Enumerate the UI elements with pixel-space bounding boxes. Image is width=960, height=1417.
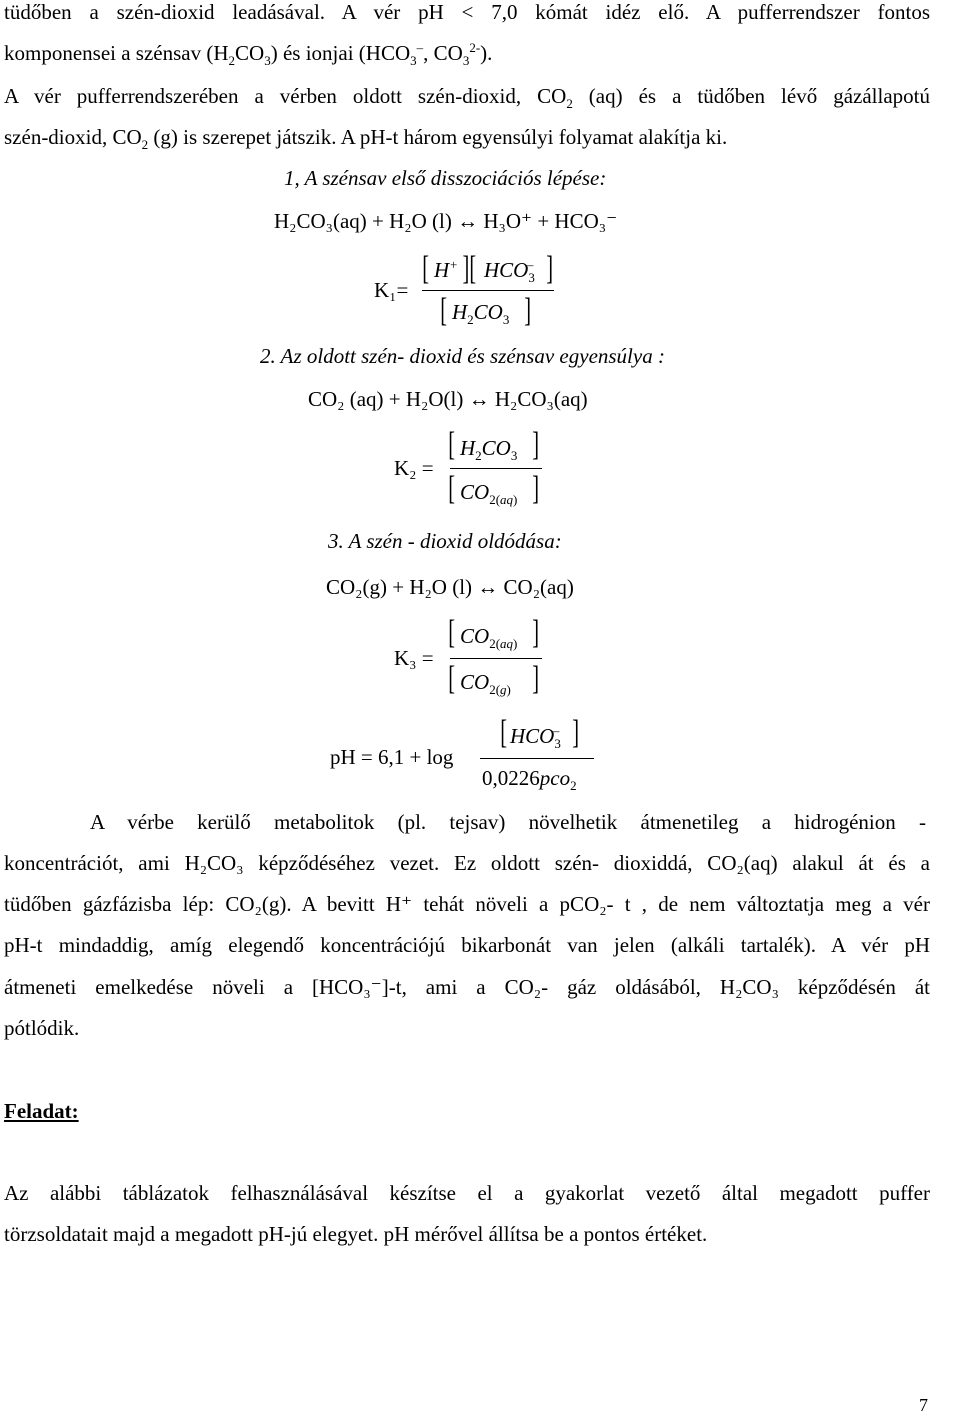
body-line-5: átmeneti emelkedése növeli a [HCO₃⁻]-t, ami a CO₂- gáz oldásából, H₂CO₃ képződésén át [4, 975, 930, 999]
intro-line-4: szén-dioxid, $CO_2$ (g) is szerepet játszik. A pH-t három egyensúlyi folyamat alakítja ki. [4, 125, 728, 152]
intro-line-2: komponensei a szénsav $(H_2CO_3)$ és ionjai ($HCO_3^-$, $CO_3^{2-}$). [4, 40, 493, 68]
step3-equation: CO₂(g) + H₂O (l) ↔ CO₂(aq) [326, 575, 574, 599]
body-line-6: pótlódik. [4, 1016, 80, 1040]
k2-label: K₂ = [394, 456, 434, 480]
k3-label: K₃ = [394, 646, 434, 670]
task-line-1: Az alábbi táblázatok felhasználásával készítse el a gyakorlat vezető által megadott puffer [4, 1181, 930, 1205]
body-line-1: A vérbe kerülő metabolitok (pl. tejsav) növelhetik átmenetileg a hidrogénion - [90, 810, 926, 834]
k1-fraction: [ H+ ][ $HCO_3^-$ ] [ $H_2CO_3$ ] [422, 250, 554, 329]
intro-line-1: tüdőben a szén-dioxid leadásával. A vér pH < 7,0 kómát idéz elő. A pufferrendszer fontos [4, 0, 930, 24]
step1-heading: 1, A szénsav első disszociációs lépése: [284, 166, 607, 190]
step1-equation: H₂CO₃(aq) + H₂O (l) ↔ H₃O⁺ + HCO₃⁻ [274, 209, 618, 233]
k3-fraction: [ $CO_{2(aq)}$ ] [ $CO_{2(g)}$ ] [446, 616, 556, 706]
body-line-2: koncentrációt, ami H₂CO₃ képződéséhez vezet. Ez oldott szén- dioxiddá, CO₂(aq) alakul át és a [4, 851, 930, 875]
task-line-2: törzsoldatait majd a megadott pH-jú elegyet. pH mérővel állítsa be a pontos értéket. [4, 1222, 708, 1246]
ph-formula-lhs: pH = 6,1 + log [330, 745, 454, 769]
step3-heading: 3. A szén - dioxid oldódása: [328, 529, 562, 553]
step2-heading: 2. Az oldott szén- dioxid és szénsav egyensúlya : [260, 344, 665, 368]
k2-fraction: [ $H_2CO_3$ ] [ $CO_{2(aq)}$ ] [446, 428, 556, 512]
intro-line-3: A vér pufferrendszerében a vérben oldott szén-dioxid, $CO_2$ (aq) és a tüdőben lévő gázállapotú [4, 84, 930, 111]
page-number: 7 [919, 1395, 928, 1415]
body-line-4: pH-t mindaddig, amíg elegendő koncentrációjú bikarbonát van jelen (alkáli tartalék). A vér pH [4, 933, 930, 957]
task-title: Feladat: [4, 1099, 79, 1123]
ph-fraction: [ $HCO_3^-$ ] 0,0226pco$_2$ [480, 716, 600, 796]
body-line-3: tüdőben gázfázisba lép: CO₂(g). A bevitt H⁺ tehát növeli a pCO₂- t , de nem változtatja meg a vér [4, 892, 930, 916]
k1-label: K₁= [374, 278, 409, 302]
step2-equation: CO₂ (aq) + H₂O(l) ↔ H₂CO₃(aq) [308, 387, 588, 411]
